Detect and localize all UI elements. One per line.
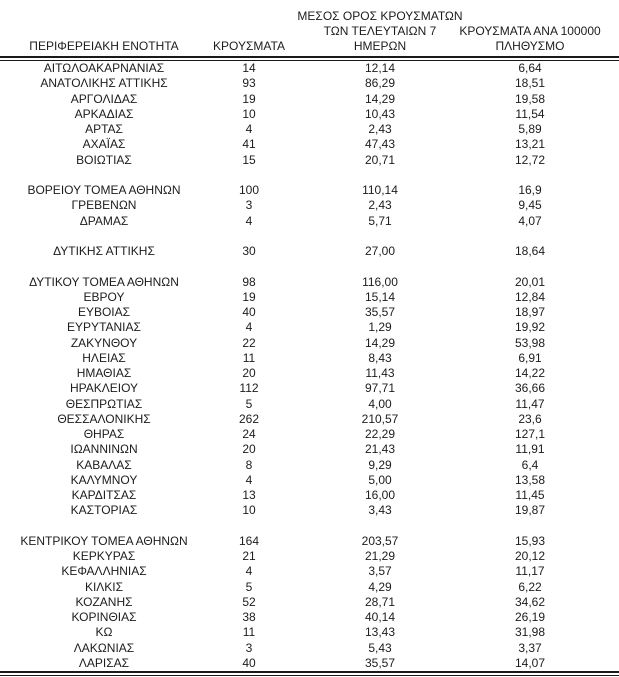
region-cell: ΘΕΣΠΡΩΤΙΑΣ — [65, 396, 143, 411]
region-cell: ΖΑΚΥΝΘΟΥ — [70, 335, 138, 350]
table-row — [0, 107, 619, 122]
region-cell: ΕΥΒΟΙΑΣ — [77, 305, 131, 319]
avg7days-cell: 116,00 — [362, 274, 398, 289]
per100000-cell: 6,91 — [518, 350, 542, 365]
per100000-cell: 20,01 — [514, 274, 546, 289]
per100000-cell: 4,07 — [518, 213, 542, 228]
per100000-cell: 13,58 — [514, 472, 546, 487]
table-row — [0, 61, 619, 76]
per100000-cell: 11,17 — [515, 564, 545, 579]
region-cell: ΑΧΑΪΑΣ — [82, 137, 126, 152]
cases-cell: 5 — [245, 396, 253, 411]
avg7days-cell: 5,71 — [368, 213, 392, 228]
avg7days-cell: 14,29 — [364, 91, 396, 106]
bottom-divider-line — [0, 671, 619, 676]
cases-cell: 11 — [242, 625, 256, 640]
cases-cell: 98 — [242, 274, 256, 289]
cases-cell: 8 — [245, 457, 253, 472]
avg7days-cell: 47,43 — [364, 137, 396, 152]
region-cell: ΚΩ — [95, 625, 113, 640]
per100000-cell: 12,84 — [514, 289, 546, 304]
avg7days-cell: 1,29 — [368, 320, 392, 335]
table-row — [0, 625, 619, 640]
region-cell: ΚΑΡΔΙΤΣΑΣ — [71, 488, 137, 502]
table-row — [0, 137, 619, 152]
region-cell: ΑΙΤΩΛΟΑΚΑΡΝΑΝΙΑΣ — [43, 61, 165, 75]
cases-cell: 262 — [238, 411, 260, 426]
table-row — [0, 610, 619, 625]
table-row — [0, 153, 619, 168]
cases-cell: 100 — [238, 183, 260, 197]
region-cell: ΚΑΣΤΟΡΙΑΣ — [70, 503, 138, 518]
table-row — [0, 214, 619, 229]
table-row — [0, 183, 619, 198]
region-cell: ΒΟΡΕΙΟΥ ΤΟΜΕΑ ΑΘΗΝΩΝ — [27, 183, 181, 197]
table-row — [0, 458, 619, 473]
region-cell: ΕΒΡΟΥ — [83, 289, 125, 304]
cases-cell: 52 — [242, 594, 256, 609]
region-cell: ΗΜΑΘΙΑΣ — [76, 366, 132, 380]
avg7days-cell: 110,14 — [362, 183, 398, 197]
avg7days-cell: 210,57 — [361, 411, 399, 426]
avg7days-cell: 14,29 — [364, 335, 396, 350]
group-spacer — [0, 259, 619, 274]
cases-cell: 20 — [242, 366, 256, 380]
cases-cell: 41 — [242, 137, 256, 152]
region-cell: ΘΕΣΣΑΛΟΝΙΚΗΣ — [57, 411, 151, 426]
table-row — [0, 92, 619, 107]
table-row — [0, 534, 619, 549]
table-row — [0, 488, 619, 503]
cases-cell: 38 — [242, 610, 256, 624]
avg7days-cell: 22,29 — [364, 427, 396, 441]
per100000-cell: 127,1 — [514, 427, 546, 441]
table-row — [0, 305, 619, 320]
region-cell: ΔΡΑΜΑΣ — [79, 213, 129, 228]
region-cell: ΔΥΤΙΚΟΥ ΤΟΜΕΑ ΑΘΗΝΩΝ — [29, 274, 179, 289]
table-row — [0, 198, 619, 213]
cases-cell: 164 — [238, 533, 260, 548]
cases-cell: 4 — [245, 472, 253, 487]
avg7days-cell: 35,57 — [364, 655, 396, 670]
col-header-cases-label: ΚΡΟΥΣΜΑΤΑ — [213, 39, 285, 53]
avg7days-cell: 8,43 — [368, 350, 392, 365]
table-header — [0, 0, 619, 56]
per100000-cell: 16,9 — [518, 183, 542, 197]
region-cell: ΑΝΑΤΟΛΙΚΗΣ ΑΤΤΙΚΗΣ — [40, 76, 168, 91]
avg7days-cell: 3,43 — [368, 503, 392, 518]
cases-cell: 24 — [242, 427, 256, 441]
table-row — [0, 564, 619, 579]
per100000-cell: 5,89 — [518, 122, 542, 136]
avg7days-cell: 21,29 — [364, 549, 396, 563]
cases-cell: 10 — [242, 503, 256, 518]
cases-cell: 10 — [242, 106, 256, 121]
cases-cell: 4 — [245, 213, 253, 228]
table-row — [0, 397, 619, 412]
per100000-cell: 13,21 — [514, 137, 546, 152]
table-row — [0, 244, 619, 259]
avg7days-cell: 9,29 — [368, 457, 392, 472]
cases-cell: 40 — [242, 655, 256, 670]
cases-cell: 3 — [245, 640, 253, 655]
region-cell: ΔΥΤΙΚΗΣ ΑΤΤΙΚΗΣ — [53, 244, 155, 258]
table-row — [0, 381, 619, 396]
table-row — [0, 595, 619, 610]
per100000-cell: 11,47 — [515, 396, 545, 411]
avg7days-cell: 35,57 — [364, 305, 396, 319]
avg7days-cell: 11,43 — [365, 366, 395, 380]
table-row — [0, 320, 619, 335]
cases-cell: 4 — [245, 320, 253, 335]
avg7days-cell: 12,14 — [364, 61, 396, 75]
cases-cell: 15 — [242, 152, 256, 167]
group-spacer — [0, 229, 619, 244]
avg7days-cell: 21,43 — [364, 442, 396, 457]
per100000-cell: 15,93 — [514, 533, 546, 548]
region-cell: ΚΕΦΑΛΛΗΝΙΑΣ — [61, 564, 147, 579]
per100000-cell: 11,45 — [515, 488, 545, 502]
avg7days-cell: 2,43 — [368, 198, 392, 213]
per100000-cell: 3,37 — [518, 640, 542, 655]
per100000-cell: 6,22 — [518, 579, 542, 594]
table-row — [0, 290, 619, 305]
region-cell: ΛΑΡΙΣΑΣ — [78, 655, 130, 670]
region-cell: ΓΡΕΒΕΝΩΝ — [71, 198, 137, 213]
per100000-cell: 14,07 — [514, 655, 546, 670]
avg7days-cell: 27,00 — [364, 244, 396, 258]
per100000-cell: 6,4 — [521, 457, 539, 472]
region-cell: ΘΗΡΑΣ — [83, 427, 125, 441]
col-header-per100000 — [459, 0, 601, 56]
avg7days-cell: 203,57 — [361, 533, 399, 548]
table-row — [0, 76, 619, 91]
region-cell: ΒΟΙΩΤΙΑΣ — [76, 152, 132, 167]
per100000-cell: 34,62 — [514, 594, 546, 609]
avg7days-cell: 5,00 — [368, 472, 392, 487]
group-spacer — [0, 519, 619, 534]
avg7days-cell: 10,43 — [364, 106, 396, 121]
col-header-per100000-line1: ΚΡΟΥΣΜΑΤΑ ΑΝΑ 100000 — [459, 24, 601, 38]
per100000-cell: 9,45 — [518, 198, 542, 213]
table-body — [0, 61, 619, 671]
cases-cell: 20 — [242, 442, 256, 457]
table-row — [0, 442, 619, 457]
avg7days-cell: 13,43 — [364, 625, 396, 640]
avg7days-cell: 20,71 — [364, 152, 396, 167]
col-header-avg7days-line1: ΜΕΣΟΣ ΟΡΟΣ ΚΡΟΥΣΜΑΤΩΝ — [297, 9, 463, 23]
cases-cell: 5 — [245, 579, 253, 594]
avg7days-cell: 97,71 — [364, 381, 396, 396]
table-row — [0, 412, 619, 427]
table-row — [0, 503, 619, 518]
per100000-cell: 31,98 — [514, 625, 546, 640]
avg7days-cell: 28,71 — [364, 594, 396, 609]
region-cell: ΚΕΝΤΡΙΚΟΥ ΤΟΜΕΑ ΑΘΗΝΩΝ — [20, 533, 188, 548]
per100000-cell: 36,66 — [514, 381, 546, 396]
table-row — [0, 580, 619, 595]
table-row — [0, 336, 619, 351]
avg7days-cell: 40,14 — [364, 610, 396, 624]
avg7days-cell: 16,00 — [364, 488, 396, 502]
cases-cell: 30 — [242, 244, 256, 258]
group-spacer — [0, 168, 619, 183]
avg7days-cell: 5,43 — [368, 640, 392, 655]
region-cell: ΗΛΕΙΑΣ — [82, 350, 126, 365]
per100000-cell: 19,58 — [514, 91, 546, 106]
region-cell: ΚΟΖΑΝΗΣ — [75, 594, 133, 609]
col-header-avg7days — [290, 0, 470, 56]
avg7days-cell: 2,43 — [368, 122, 392, 136]
region-cell: ΚΕΡΚΥΡΑΣ — [72, 549, 136, 563]
per100000-cell: 11,91 — [515, 442, 545, 457]
cases-cell: 14 — [242, 61, 256, 75]
cases-cell: 22 — [242, 335, 256, 350]
region-cell: ΚΑΛΥΜΝΟΥ — [70, 472, 138, 487]
cases-cell: 4 — [245, 122, 253, 136]
avg7days-cell: 4,29 — [368, 579, 392, 594]
region-cell: ΙΩΑΝΝΙΝΩΝ — [70, 442, 138, 457]
region-cell: ΕΥΡΥΤΑΝΙΑΣ — [67, 320, 141, 335]
per100000-cell: 11,54 — [515, 106, 545, 121]
region-cell: ΚΑΒΑΛΑΣ — [76, 457, 132, 472]
table-row — [0, 656, 619, 671]
cases-cell: 93 — [242, 76, 256, 91]
region-cell: ΛΑΚΩΝΙΑΣ — [73, 640, 135, 655]
region-cell: ΑΡΚΑΔΙΑΣ — [74, 106, 134, 121]
avg7days-cell: 15,14 — [364, 289, 396, 304]
region-cell: ΚΙΛΚΙΣ — [84, 579, 124, 594]
cases-cell: 112 — [239, 381, 259, 396]
table-row — [0, 473, 619, 488]
per100000-cell: 14,22 — [514, 366, 546, 380]
per100000-cell: 23,6 — [518, 411, 542, 426]
cases-cell: 40 — [242, 305, 256, 319]
col-header-avg7days-line3: ΗΜΕΡΩΝ — [353, 39, 407, 53]
avg7days-cell: 3,57 — [368, 564, 392, 579]
per100000-cell: 12,72 — [514, 152, 546, 167]
col-header-region-label: ΠΕΡΙΦΕΡΕΙΑΚΗ ΕΝΟΤΗΤΑ — [29, 39, 179, 53]
table-row — [0, 549, 619, 564]
table-row — [0, 275, 619, 290]
per100000-cell: 19,87 — [514, 503, 546, 518]
cases-cell: 4 — [245, 564, 253, 579]
per100000-cell: 18,51 — [514, 76, 546, 91]
per100000-cell: 6,64 — [518, 61, 542, 75]
region-cell: ΗΡΑΚΛΕΙΟΥ — [69, 381, 139, 396]
col-header-cases — [208, 0, 290, 56]
col-header-region — [0, 0, 208, 56]
cases-cell: 19 — [242, 289, 256, 304]
cases-cell: 13 — [242, 488, 256, 502]
col-header-per100000-line2: ΠΛΗΘΥΣΜΟ — [495, 39, 565, 53]
avg7days-cell: 86,29 — [364, 76, 396, 91]
per100000-cell: 26,19 — [514, 610, 546, 624]
cases-cell: 19 — [242, 91, 256, 106]
col-header-avg7days-line2: ΤΩΝ ΤΕΛΕΥΤΑΙΩΝ 7 — [323, 24, 437, 38]
region-cell: ΑΡΓΟΛΙΔΑΣ — [70, 91, 138, 106]
per100000-cell: 53,98 — [514, 335, 546, 350]
per100000-cell: 18,97 — [514, 305, 546, 319]
table-row — [0, 122, 619, 137]
table-row — [0, 641, 619, 656]
table-row — [0, 427, 619, 442]
per100000-cell: 20,12 — [514, 549, 546, 563]
avg7days-cell: 4,00 — [368, 396, 392, 411]
table-row — [0, 366, 619, 381]
cases-cell: 11 — [242, 350, 256, 365]
cases-cell: 3 — [245, 198, 253, 213]
table-row — [0, 351, 619, 366]
per100000-cell: 19,92 — [514, 320, 546, 335]
cases-cell: 21 — [242, 549, 256, 563]
region-cell: ΚΟΡΙΝΘΙΑΣ — [71, 610, 137, 624]
region-cell: ΑΡΤΑΣ — [85, 122, 123, 136]
per100000-cell: 18,64 — [514, 244, 546, 258]
